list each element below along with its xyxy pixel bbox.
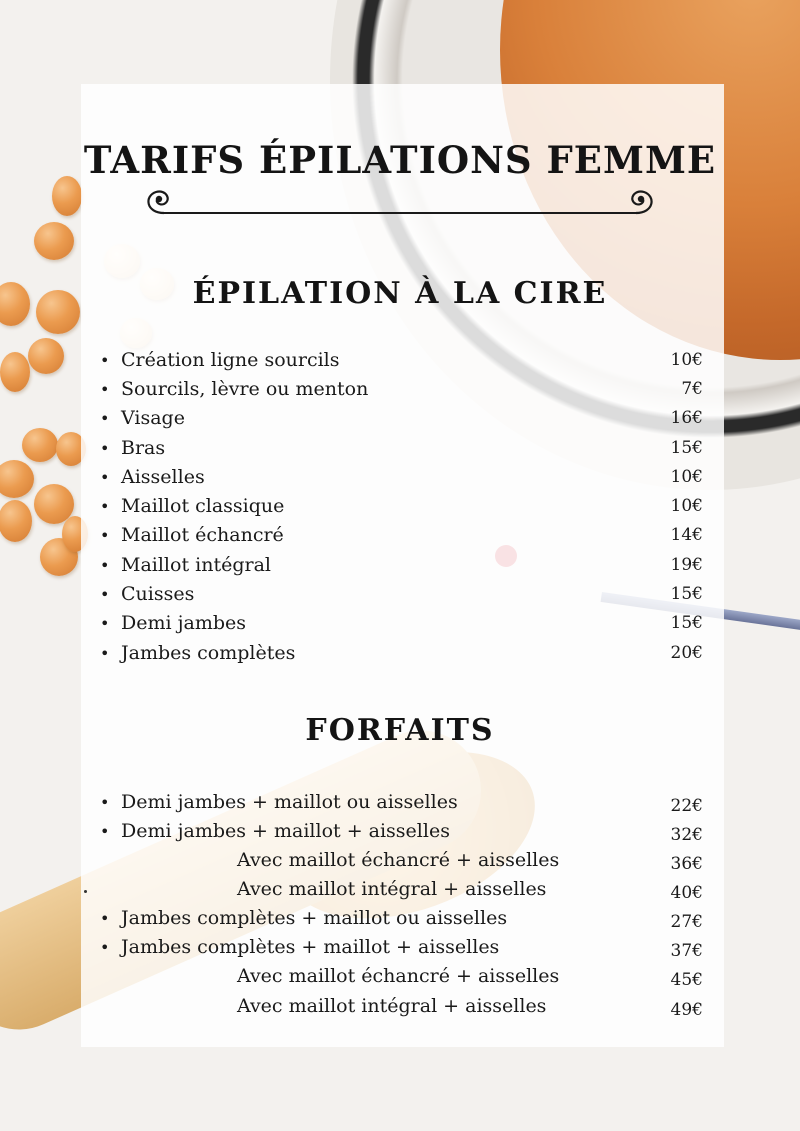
item-label: Demi jambes + maillot ou aisselles — [121, 791, 458, 813]
flourish-divider — [142, 186, 658, 216]
item-label: Création ligne sourcils — [121, 349, 340, 371]
section-title-wax: ÉPILATION À LA CIRE — [192, 276, 608, 311]
item-price: 15€ — [670, 613, 703, 633]
item-price: 36€ — [670, 854, 703, 874]
item-label: Avec maillot intégral + aisselles — [237, 878, 547, 900]
item-label: Cuisses — [121, 583, 195, 605]
item-price: 10€ — [670, 496, 703, 516]
wax-bead — [0, 500, 32, 542]
item-price: 27€ — [670, 912, 703, 932]
bullet: • — [100, 468, 110, 487]
item-price: 22€ — [670, 796, 703, 816]
item-price: 19€ — [670, 555, 703, 575]
bullet: • — [100, 644, 110, 663]
item-label: Jambes complètes + maillot + aisselles — [121, 936, 500, 958]
list-item — [100, 846, 703, 875]
item-price: 49€ — [670, 1000, 703, 1020]
bullet: • — [100, 585, 110, 604]
wax-bead — [0, 460, 34, 498]
item-label: Maillot échancré — [121, 524, 284, 546]
bullet: • — [100, 938, 110, 957]
bullet: • — [100, 793, 110, 812]
bullet: • — [100, 822, 110, 841]
bullet: • — [100, 556, 110, 575]
list-item — [100, 580, 703, 609]
list-item — [100, 404, 703, 433]
item-price: 32€ — [670, 825, 703, 845]
item-label: Avec maillot intégral + aisselles — [237, 995, 547, 1017]
list-item — [100, 875, 703, 904]
item-price: 45€ — [670, 970, 703, 990]
item-price: 20€ — [670, 643, 703, 663]
item-price: 15€ — [670, 584, 703, 604]
list-item — [100, 962, 703, 991]
bullet: • — [100, 526, 110, 545]
item-label: Jambes complètes + maillot ou aisselles — [121, 907, 508, 929]
item-price: 10€ — [670, 467, 703, 487]
item-price: 7€ — [681, 379, 703, 399]
section-title-forfaits: FORFAITS — [305, 713, 495, 748]
wax-bead — [22, 428, 58, 462]
list-item — [100, 609, 703, 638]
list-item — [100, 933, 703, 962]
item-label: Maillot intégral — [121, 554, 271, 576]
item-price: 16€ — [670, 408, 703, 428]
item-price: 40€ — [670, 883, 703, 903]
item-price: 15€ — [670, 438, 703, 458]
wax-bead — [52, 176, 82, 216]
item-price: 14€ — [670, 525, 703, 545]
item-label: Visage — [121, 407, 185, 429]
item-label: Avec maillot échancré + aisselles — [237, 849, 560, 871]
bullet: • — [100, 409, 110, 428]
list-item — [100, 375, 703, 404]
list-item — [100, 817, 703, 846]
bullet: • — [100, 497, 110, 516]
item-label: Avec maillot échancré + aisselles — [237, 965, 560, 987]
item-label: Demi jambes + maillot + aisselles — [121, 820, 450, 842]
wax-bead — [28, 338, 64, 374]
bullet: • — [100, 439, 110, 458]
list-item — [100, 346, 703, 375]
item-label: Demi jambes — [121, 612, 247, 634]
page-title: TARIFS ÉPILATIONS FEMME — [83, 138, 717, 182]
item-label: Jambes complètes — [121, 642, 296, 664]
list-item — [100, 639, 703, 668]
list-item — [100, 492, 703, 521]
list-item — [100, 434, 703, 463]
list-item — [100, 551, 703, 580]
item-price: 10€ — [670, 350, 703, 370]
bullet: • — [100, 909, 110, 928]
list-item — [100, 788, 703, 817]
item-label: Aisselles — [121, 466, 205, 488]
list-item — [100, 521, 703, 550]
wax-bead — [34, 222, 74, 260]
bullet: • — [100, 614, 110, 633]
item-price: 37€ — [670, 941, 703, 961]
list-item — [100, 904, 703, 933]
bullet: • — [100, 351, 110, 370]
list-item — [100, 463, 703, 492]
item-label: Bras — [121, 437, 166, 459]
bullet: • — [100, 380, 110, 399]
stray-dot — [84, 890, 87, 893]
list-item — [100, 992, 703, 1021]
item-label: Maillot classique — [121, 495, 285, 517]
wax-bead — [0, 352, 30, 392]
item-label: Sourcils, lèvre ou menton — [121, 378, 369, 400]
